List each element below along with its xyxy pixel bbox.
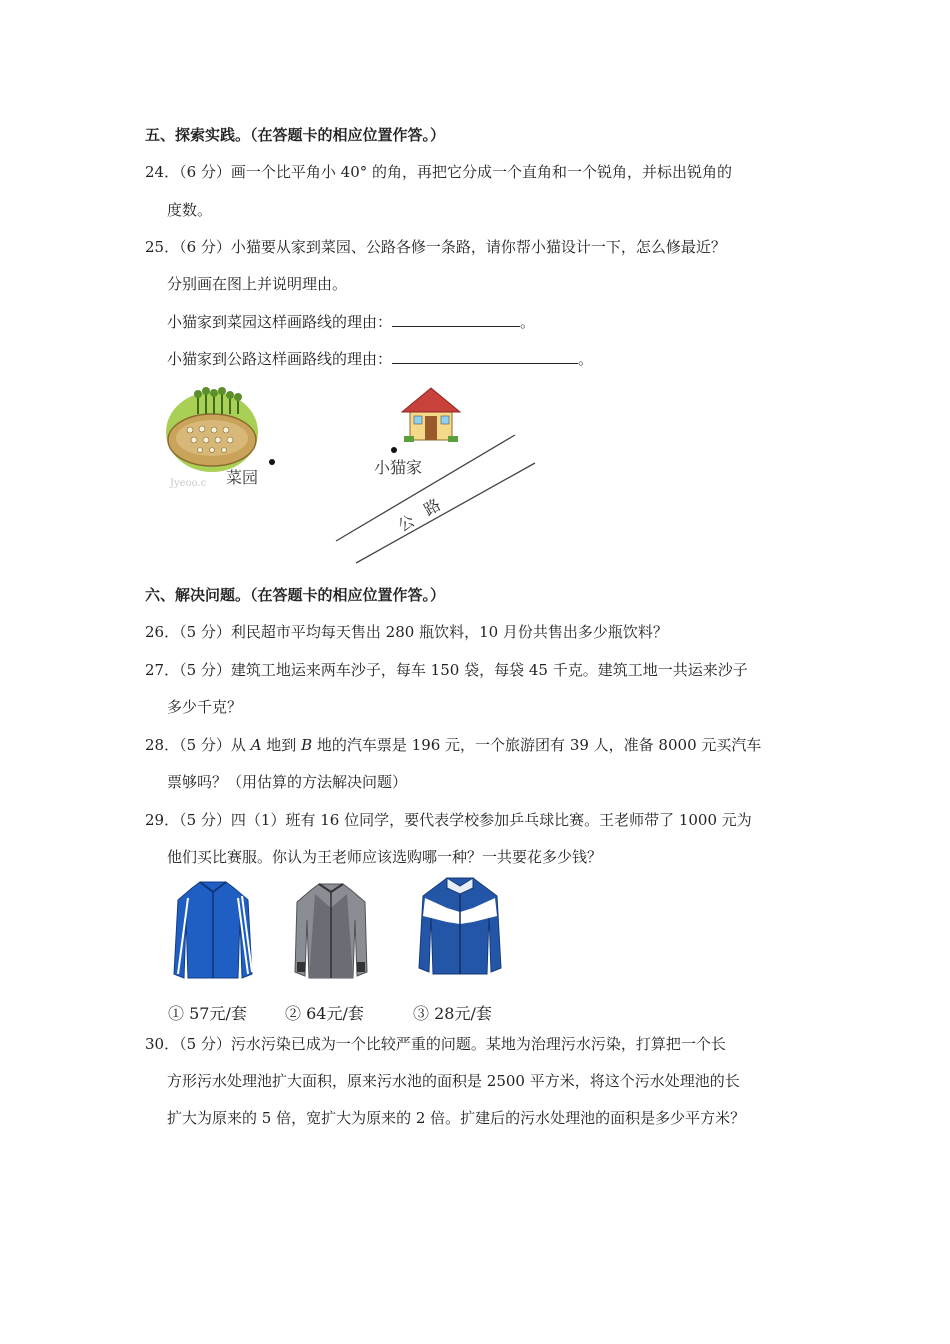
option-2-label: ② 64元/套 [285, 1004, 364, 1023]
question-30-line1 [145, 1034, 726, 1054]
question-27-line2: 多少千克？ [167, 698, 243, 716]
question-number: 28． [145, 736, 180, 754]
road-label-2: 路 [420, 495, 444, 520]
question-number: 25． [145, 238, 180, 256]
question-text: （6 分）画一个比平角小 40° 的角，再把它分成一个直角和一个锐角，并标出锐角的 [179, 163, 733, 181]
question-number: 29． [145, 811, 180, 829]
question-30-line2: 方形污水处理池扩大面积，原来污水池的面积是 2500 平方米，将这个污水处理池的长 [167, 1072, 740, 1090]
question-29-line2: 他们买比赛服。你认为王老师应该选购哪一种？一共要花多少钱？ [167, 848, 603, 866]
jacket-2-image [293, 880, 369, 984]
question-27-line1 [145, 660, 748, 680]
question-text: （5 分）建筑工地运来两车沙子，每车 150 袋，每袋 45 千克。建筑工地一共运来沙子 [179, 661, 748, 679]
question-30-line3: 扩大为原来的 5 倍，宽扩大为原来的 2 倍。扩建后的污水处理池的面积是多少平方米？ [167, 1109, 746, 1127]
answer-blank-1[interactable] [392, 312, 520, 327]
garden-label: 菜园 [226, 468, 259, 487]
garden-home-road-figure [160, 380, 560, 570]
question-number: 24． [145, 163, 180, 181]
question-24-line2: 度数。 [167, 201, 213, 219]
question-28-line2: 票够吗？（用估算的方法解决问题） [167, 773, 408, 791]
home-point [391, 447, 397, 453]
section5-heading: 五、探索实践。（在答题卡的相应位置作答。） [145, 126, 446, 144]
reason1-label: 小猫家到菜园这样画路线的理由： [167, 313, 393, 331]
place-b: B [301, 736, 313, 754]
house-icon [402, 388, 460, 442]
jacket-1-image [172, 878, 254, 984]
question-25-reason2 [167, 349, 593, 369]
question-number: 26． [145, 623, 180, 641]
road-edge-upper [336, 435, 515, 541]
answer-blank-2[interactable] [392, 349, 578, 364]
period: 。 [578, 350, 594, 368]
question-text-a: （5 分）从 [179, 736, 251, 754]
road-label-1: 公 [394, 511, 418, 536]
question-text-c: 地的汽车票是 196 元，一个旅游团有 39 人，准备 8000 元买汽车 [312, 736, 762, 754]
question-29-line1 [145, 810, 752, 830]
question-text: （5 分）四（1）班有 16 位同学，要代表学校参加乒乓球比赛。王老师带了 1000 元为 [179, 811, 752, 829]
question-25-line2: 分别画在图上并说明理由。 [167, 275, 348, 293]
question-28-line1 [145, 735, 761, 755]
period: 。 [520, 313, 536, 331]
question-number: 27． [145, 661, 180, 679]
question-text: （5 分）污水污染已成为一个比较严重的问题。某地为治理污水污染，打算把一个长 [179, 1035, 726, 1053]
question-26-line1 [145, 622, 668, 642]
section6-heading: 六、解决问题。（在答题卡的相应位置作答。） [145, 586, 446, 604]
option-3-label: ③ 28元/套 [413, 1004, 492, 1023]
question-24-line1 [145, 162, 732, 182]
question-number: 30． [145, 1035, 180, 1053]
question-text: （5 分）利民超市平均每天售出 280 瓶饮料，10 月份共售出多少瓶饮料？ [179, 623, 668, 641]
question-text: （6 分）小猫要从家到菜园、公路各修一条路，请你帮小猫设计一下，怎么修最近？ [179, 238, 726, 256]
home-label: 小猫家 [374, 458, 423, 477]
place-a: A [250, 736, 262, 754]
question-25-line1 [145, 237, 726, 257]
reason2-label: 小猫家到公路这样画路线的理由： [167, 350, 393, 368]
jacket-3-image [417, 874, 503, 978]
option-1-label: ① 57元/套 [168, 1004, 247, 1023]
question-25-reason1 [167, 312, 535, 332]
garden-point [269, 459, 275, 465]
watermark: Jyeoo.c [170, 478, 207, 489]
question-text-b: 地到 [261, 736, 302, 754]
